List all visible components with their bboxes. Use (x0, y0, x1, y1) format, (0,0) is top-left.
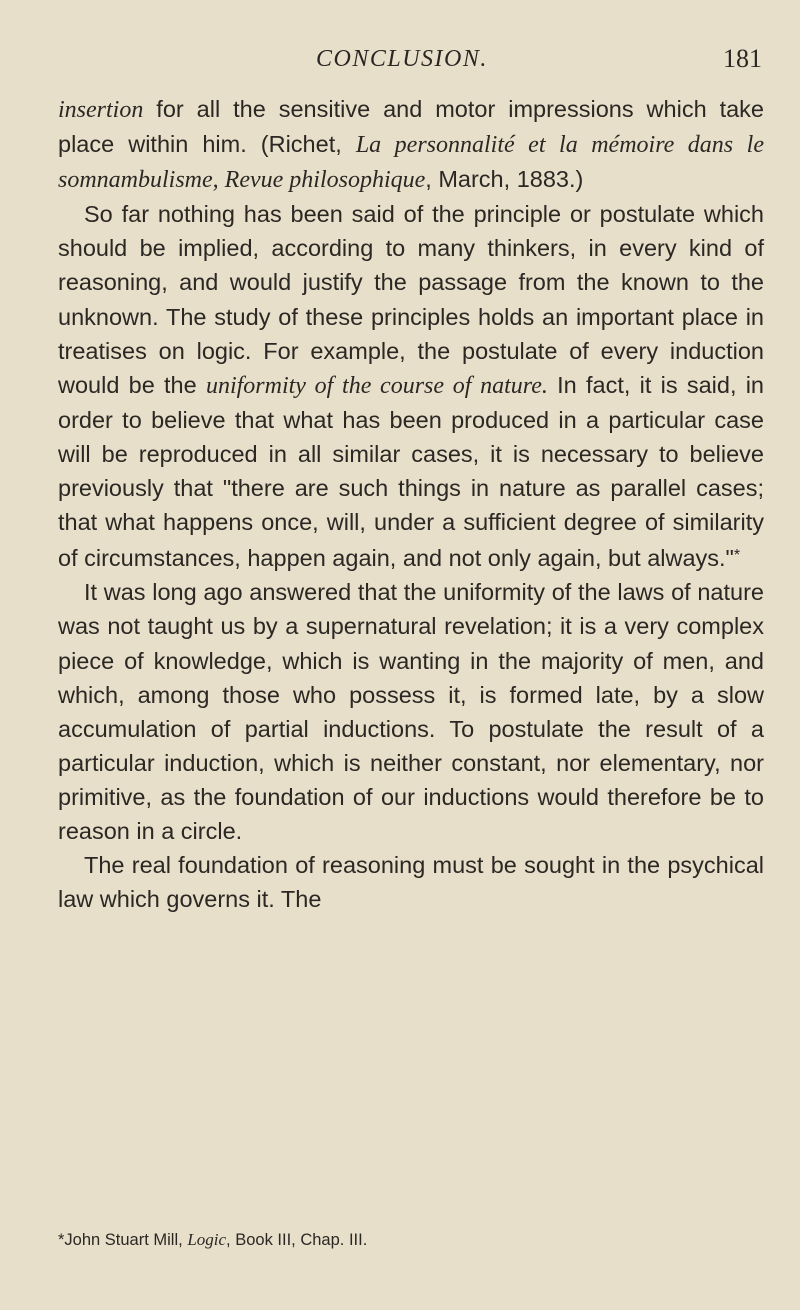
paragraph-1-text: for all the sensitive and motor impressions which take place within him. (Richet, (58, 96, 764, 158)
footnote-italic-logic: Logic (187, 1230, 227, 1249)
italic-insertion: insertion (58, 97, 144, 123)
paragraph-2 (58, 197, 764, 575)
paragraph-4: The real foundation of reasoning must be sought in the psychical law which governs it. The (58, 852, 764, 913)
citation-date: , March, 1883.) (425, 166, 584, 193)
footnote-marker: * (733, 547, 741, 565)
paragraph-1 (58, 92, 764, 197)
footnote-text-a: *John Stuart Mill, (58, 1231, 188, 1249)
paragraph-3: It was long ago answered that the uniformity of the laws of nature was not taught us by a supernatural revelation; it is a very complex piece of knowledge, which is wanting in the majority of men, and which, among those who possess it, is formed late, by a slow accumulation of partial inductions. To postulate the result of a particular induction, which is neither constant, nor elementary, nor primitive, as the foundation of our inductions would therefore be to reason in a circle. (58, 579, 764, 844)
citation-title: La personnalité et la mémoire dans le somnambulisme, Revue philosophique (58, 132, 764, 194)
italic-uniformity: uniformity of the course of nature. (205, 372, 548, 399)
running-head-title: CONCLUSION. (316, 46, 488, 72)
footnote (58, 1230, 764, 1250)
page-number: 181 (723, 44, 762, 73)
paragraph-2-text-a: So far nothing has been said of the principle or postulate which should be implied, according to many thinkers, in every kind of reasoning, and would justify the passage from the known to the unknown. The study of these principles holds an important place in treatises on logic. For example, the postulate of every induction would be the (58, 201, 764, 398)
running-head (60, 42, 762, 82)
footnote-text-b: , Book III, Chap. III. (226, 1231, 368, 1249)
body-text (58, 92, 764, 916)
paragraph-2-text-b: In fact, it is said, in order to believe that what has been produced in a particular case will be reproduced in all similar cases, it is necessary to believe previously that "there are such things in nature as parallel cases; that what happens once, will, under a sufficient degree of similarity of circumstances, happen again, and not only again, but always." (58, 371, 765, 572)
